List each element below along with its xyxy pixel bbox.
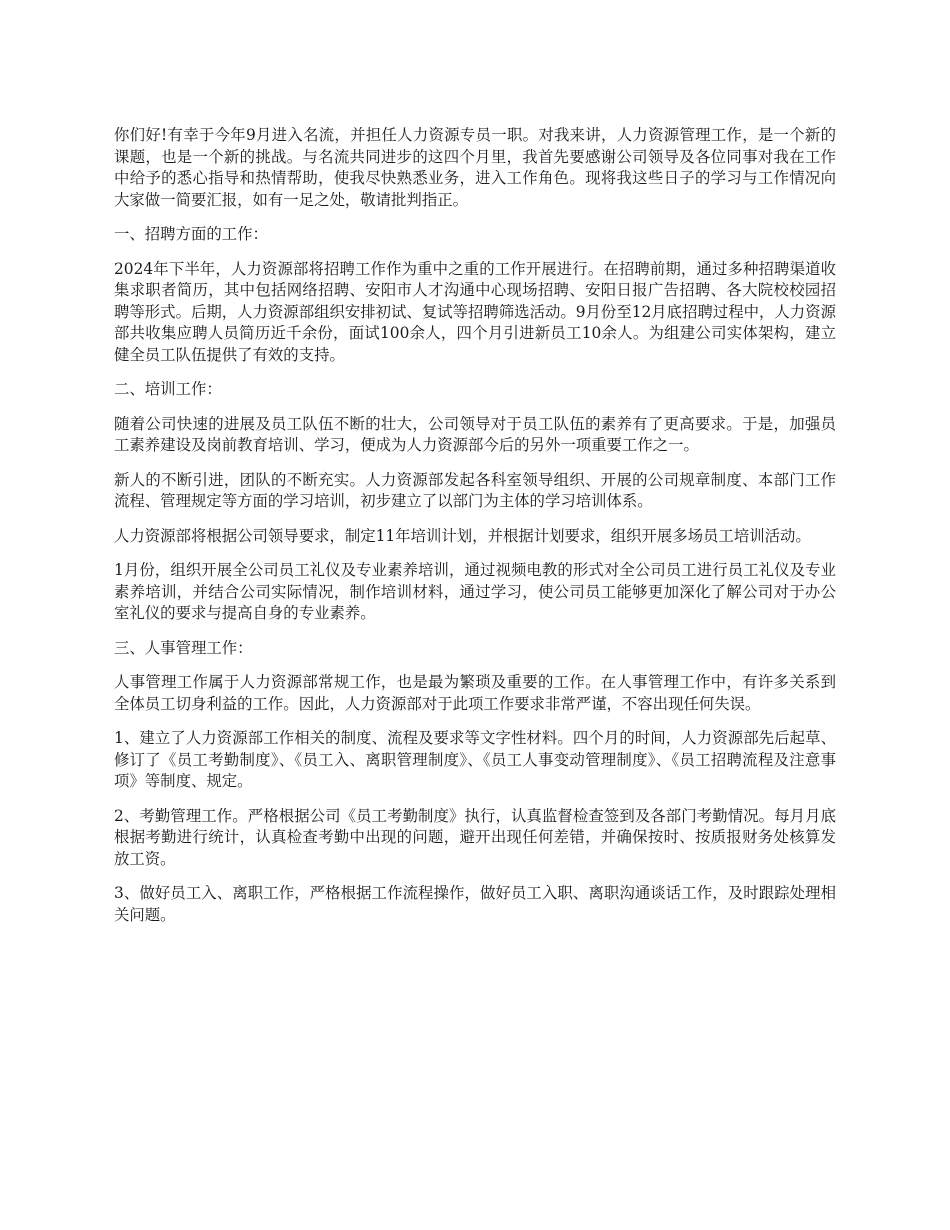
intro-paragraph: 你们好!有幸于今年9月进入名流，并担任人力资源专员一职。对我来讲，人力资源管理工作，是一个新的课题，也是一个新的挑战。与名流共同进步的这四个月里，我首先要感谢公司领导及各位同事对我在工作中给予的悉心指导和热情帮助，使我尽快熟悉业务，进入工作角色。现将我这些日子的学习与工作情况向大家做一简要汇报，如有一足之处，敬请批判指正。	[114, 126, 836, 209]
section-heading-training: 二、培训工作：	[114, 380, 222, 398]
section-heading-recruitment: 一、招聘方面的工作：	[114, 225, 268, 243]
training-paragraph-1: 随着公司快速的进展及员工队伍不断的壮大，公司领导对于员工队伍的素养有了更高要求。于是，加强员工素养建设及岗前教育培训、学习，便成为人力资源部今后的另外一项重要工作之一。	[114, 414, 836, 454]
document-page	[114, 125, 836, 939]
personnel-paragraph-3: 2、考勤管理工作。严格根据公司《员工考勤制度》执行，认真监督检查签到及各部门考勤情况。每月月底根据考勤进行统计，认真检查考勤中出现的问题，避开出现任何差错，并确保按时、按质报财务处核算发放工资。	[114, 806, 836, 868]
recruitment-paragraph: 2024年下半年，人力资源部将招聘工作作为重中之重的工作开展进行。在招聘前期，通过多种招聘渠道收集求职者简历，其中包括网络招聘、安阳市人才沟通中心现场招聘、安阳日报广告招聘、各大院校校园招聘等形式。后期，人力资源部组织安排初试、复试等招聘筛选活动。9月份至12月底招聘过程中，人力资源部共收集应聘人员简历近千余份，面试100余人，四个月引进新员工10余人。为组建公司实体架构，建立健全员工队伍提供了有效的支持。	[114, 259, 836, 364]
training-paragraph-3: 人力资源部将根据公司领导要求，制定11年培训计划，并根据计划要求，组织开展多场员工培训活动。	[114, 526, 811, 545]
training-paragraph-2: 新人的不断引进，团队的不断充实。人力资源部发起各科室领导组织、开展的公司规章制度、本部门工作流程、管理规定等方面的学习培训，初步建立了以部门为主体的学习培训体系。	[114, 470, 836, 510]
personnel-paragraph-2: 1、建立了人力资源部工作相关的制度、流程及要求等文字性材料。四个月的时间，人力资源部先后起草、修订了《员工考勤制度》、《员工入、离职管理制度》、《员工人事变动管理制度》、《员工招聘流程及注意事项》等制度、规定。	[114, 729, 836, 790]
personnel-paragraph-4: 3、做好员工入、离职工作，严格根据工作流程操作，做好员工入职、离职沟通谈话工作，及时跟踪处理相关问题。	[114, 884, 836, 924]
section-heading-personnel: 三、人事管理工作：	[114, 638, 253, 657]
personnel-paragraph-1: 人事管理工作属于人力资源部常规工作，也是最为繁琐及重要的工作。在人事管理工作中，有许多关系到全体员工切身利益的工作。因此，人力资源部对于此项工作要求非常严谨，不容出现任何失误。	[114, 673, 836, 713]
training-paragraph-4: 1月份，组织开展全公司员工礼仪及专业素养培训，通过视频电教的形式对全公司员工进行员工礼仪及专业素养培训，并结合公司实际情况，制作培训材料，通过学习，使公司员工能够更加深化了解公司对于办公室礼仪的要求与提高自身的专业素养。	[114, 561, 836, 622]
